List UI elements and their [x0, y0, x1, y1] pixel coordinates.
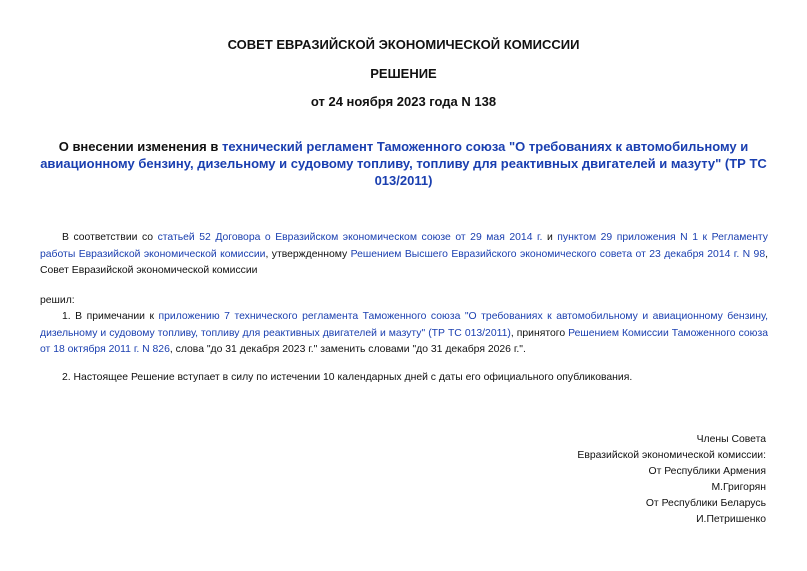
item-1-text-1: 1. В примечании к	[62, 311, 159, 322]
date-number-heading: от 24 ноября 2023 года N 138	[310, 94, 497, 109]
preamble-text-3: , утвержденному	[265, 248, 351, 260]
supreme-council-decision-link[interactable]: Решением Высшего Евразийского экономического совета от 23 декабря 2014 г. N 98	[350, 248, 766, 260]
preamble-text-4: , Совет Евразийской экономической комиссии	[40, 248, 768, 276]
organization-heading: СОВЕТ ЕВРАЗИЙСКОЙ ЭКОНОМИЧЕСКОЙ КОМИССИИ	[227, 37, 580, 52]
preamble-text-1: В соответствии со	[62, 232, 158, 243]
appendix-7-link[interactable]: приложению 7 технического регламента Таможенного союза "О требованиях к автомобильному и авиационному бензину, дизельному и судовому топливу, топливу для реактивных двигателей и мазуту" (ТР ТС 013/2011)	[40, 311, 769, 339]
item-1-text-2: , принятого	[510, 327, 569, 339]
resolved-label: решил:	[40, 295, 75, 306]
item-1-paragraph	[40, 309, 768, 359]
title-regulation-link[interactable]: технический регламент Таможенного союза "О требованиях к автомобильному и авиационному бензину, дизельному и судовому топливу, топливу для реактивных двигателей и мазуту" (ТР ТС 013/2011)	[40, 139, 767, 188]
preamble-paragraph	[40, 230, 768, 280]
document-type-heading: РЕШЕНИЕ	[370, 66, 437, 81]
signature-line: Члены Совета	[696, 434, 766, 445]
title-prefix: О внесении изменения в	[58, 139, 222, 154]
regulation-paragraph-link[interactable]: пунктом 29 приложения N 1 к Регламенту работы Евразийской экономической комиссии	[40, 232, 768, 260]
signature-line: От Республики Армения	[648, 466, 766, 477]
signature-line: М.Григорян	[711, 482, 766, 493]
item-2-paragraph: 2. Настоящее Решение вступает в силу по истечении 10 календарных дней с даты его официального опубликования.	[62, 372, 633, 383]
preamble-text-2: и	[542, 232, 558, 243]
document-title	[38, 138, 769, 189]
treaty-article-link[interactable]: статьей 52 Договора о Евразийском экономическом союзе от 29 мая 2014 г.	[157, 232, 543, 243]
item-1-text-3: , слова "до 31 декабря 2023 г." заменить словами "до 31 декабря 2026 г.".	[169, 344, 526, 355]
signature-line: И.Петришенко	[696, 514, 766, 525]
signature-line: Евразийской экономической комиссии:	[577, 450, 766, 461]
signature-line: От Республики Беларусь	[645, 498, 766, 509]
customs-union-decision-link[interactable]: Решением Комиссии Таможенного союза от 18 октября 2011 г. N 826	[40, 327, 768, 355]
